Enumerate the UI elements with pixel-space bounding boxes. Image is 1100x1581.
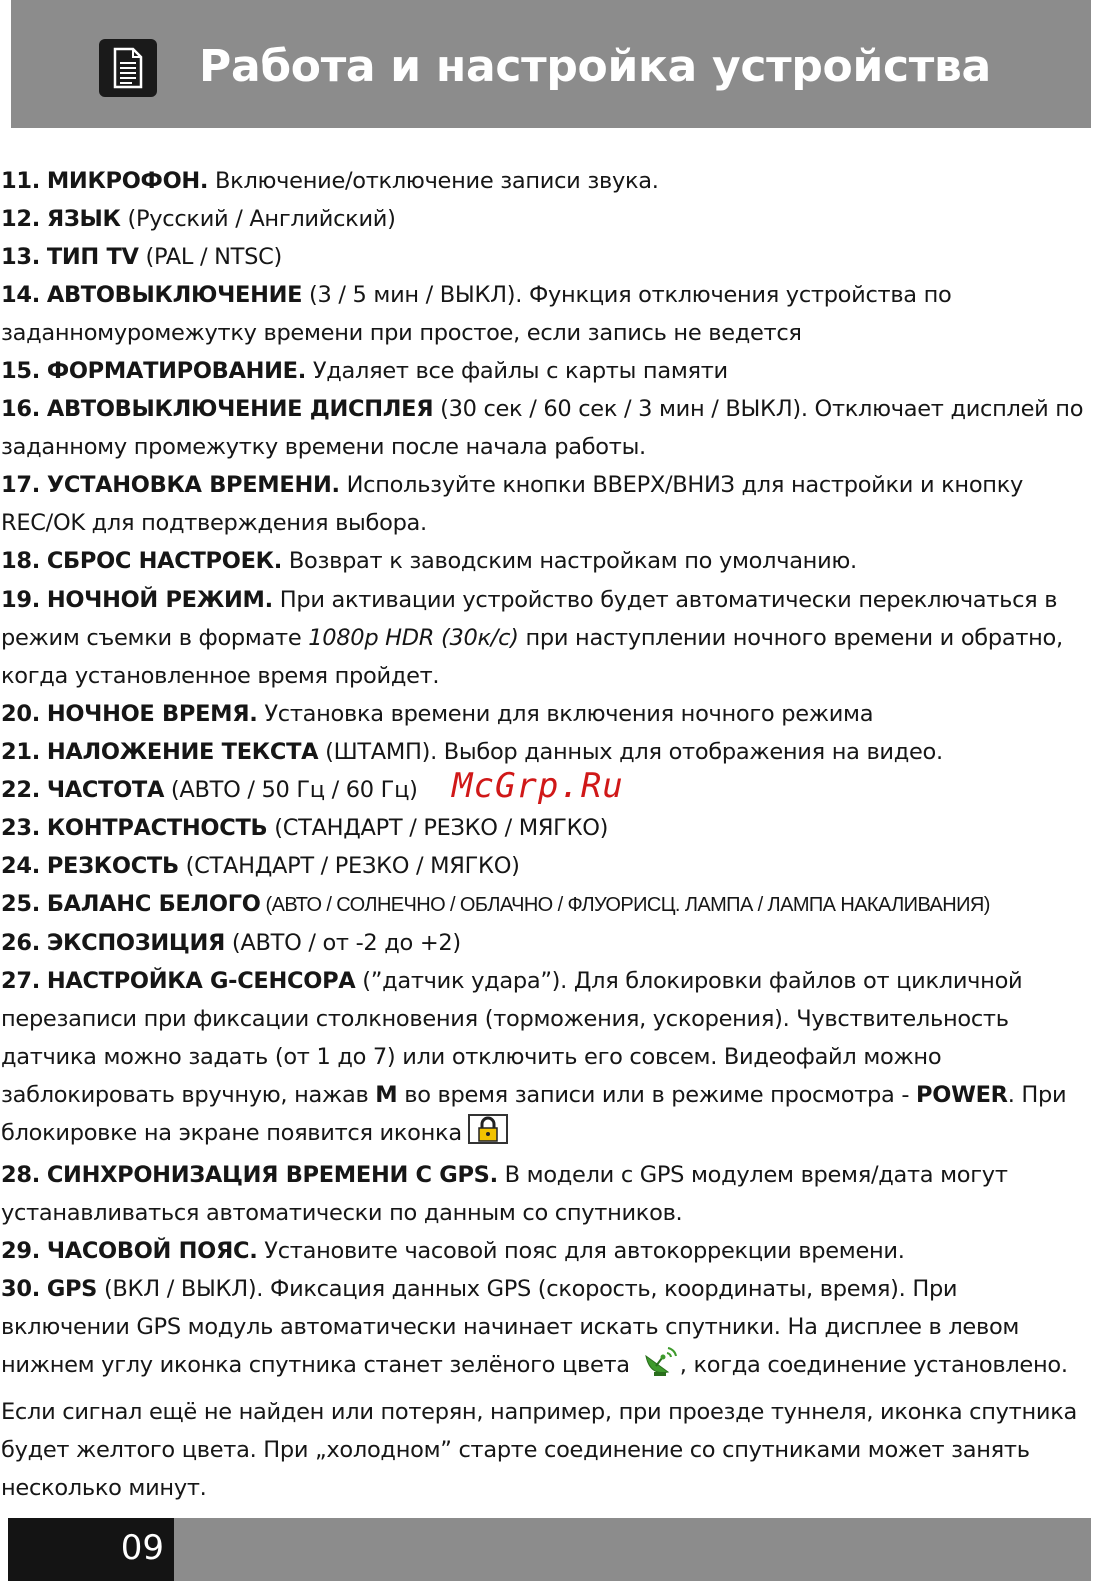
header-bar [11, 0, 1091, 128]
item-text: (30 сек / 60 сек / 3 мин / ВЫКЛ). Отключает дисплей по заданному промежутку времени после начала работы. [1, 396, 1084, 461]
item-term: ЯЗЫК [46, 206, 121, 233]
item-text: Удаляет все файлы с карты памяти [306, 358, 728, 385]
item-number: 26. [1, 929, 40, 956]
item-text: . При блокировке на экране появится иконка [1, 1082, 1067, 1147]
document-icon [99, 39, 157, 97]
item-term: ТИП TV [46, 244, 139, 271]
item-number: 19. [1, 586, 40, 613]
item-term: НОЧНОЙ РЕЖИМ. [46, 586, 273, 613]
item-text: (СТАНДАРТ / РЕЗКО / МЯГКО) [267, 814, 609, 841]
item-text: При активации устройство будет автоматически переключаться в режим съемки в формате [1, 586, 1058, 651]
list-item [1, 238, 1091, 276]
item-number: 17. [1, 472, 40, 499]
item-number: 16. [1, 396, 40, 423]
page-number-box [8, 1518, 174, 1581]
item-number: 30. [1, 1276, 40, 1303]
item-term: РЕЗКОСТЬ [46, 852, 179, 879]
item-number: 15. [1, 358, 40, 385]
list-item [1, 962, 1091, 1156]
list-item [1, 695, 1091, 733]
list-item [1, 1156, 1091, 1232]
item-term: БАЛАНС БЕЛОГО [46, 890, 261, 917]
item-text: (СТАНДАРТ / РЕЗКО / МЯГКО) [178, 852, 520, 879]
item-text: , когда соединение установлено. Если сигнал ещё не найден или потерян, например, при проезде туннеля, иконка спутника будет желтого цвета. При „холодном” старте соединение со спутниками может занять несколько минут. [1, 1352, 1077, 1501]
item-number: 21. [1, 738, 40, 765]
item-term: НАСТРОЙКА G-СЕНСОРА [46, 967, 356, 994]
item-term: МИКРОФОН. [46, 168, 209, 194]
item-number: 12. [1, 206, 40, 233]
item-term: КОНТРАСТНОСТЬ [46, 814, 268, 841]
item-term: ЧАСТОТА [46, 776, 165, 803]
item-text: (ШТАМП). Выбор данных для отображения на видео. [318, 738, 943, 765]
item-text: (PAL / NTSC) [138, 244, 282, 271]
list-item [1, 162, 1091, 200]
item-text: Установка времени для включения ночного режима [257, 700, 874, 727]
item-term: НОЧНОЕ ВРЕМЯ. [46, 700, 258, 727]
item-text: (”датчик удара”). Для блокировки файлов от цикличной перезаписи при фиксации столкновения (торможения, ускорения). Чувствительность датчика можно задать (от 1 до 7) или отключить его совсем. Видеофайл можно заблокировать вручную, нажав [1, 967, 1023, 1109]
item-number: 13. [1, 244, 40, 271]
item-number: 20. [1, 700, 40, 727]
list-item [1, 581, 1091, 695]
item-text: (АВТО / СОЛНЕЧНО / ОБЛАЧНО / ФЛУОРИСЦ. ЛАМПА / ЛАМПА НАКАЛИВАНИЯ) [260, 893, 990, 916]
item-term: УСТАНОВКА ВРЕМЕНИ. [46, 472, 340, 499]
item-text: во время записи или в режиме просмотра - [397, 1082, 917, 1109]
item-term: СБРОС НАСТРОЕК. [46, 548, 282, 575]
item-text: (АВТО / 50 Гц / 60 Гц) [164, 776, 418, 803]
watermark: McGrp.Ru [452, 766, 624, 806]
list-item [1, 809, 1091, 847]
page-title: Работа и настройка устройства [199, 41, 991, 92]
list-item [1, 847, 1091, 885]
item-text: Используйте кнопки ВВЕРХ/ВНИЗ для настройки и кнопку REC/OK для подтверждения выбора. [1, 472, 1024, 537]
list-item [1, 466, 1091, 542]
item-term: ЭКСПОЗИЦИЯ [46, 929, 226, 956]
item-term: АВТОВЫКЛЮЧЕНИЕ [46, 282, 303, 309]
list-item [1, 542, 1091, 580]
list-item [1, 390, 1091, 466]
list-item [1, 352, 1091, 390]
list-item [1, 276, 1091, 352]
button-name: M [375, 1082, 398, 1109]
item-term: GPS [46, 1276, 98, 1303]
item-term: ЧАСОВОЙ ПОЯС. [46, 1238, 258, 1265]
list-item [1, 1270, 1091, 1506]
list-item [1, 924, 1091, 962]
settings-list [1, 162, 1091, 1507]
item-text: (Русский / Английский) [120, 206, 396, 233]
item-number: 23. [1, 814, 40, 841]
item-text: (3 / 5 мин / ВЫКЛ). Функция отключения устройства по заданномуромежутку времени при простое, если запись не ведется [1, 282, 952, 347]
item-term: АВТОВЫКЛЮЧЕНИЕ ДИСПЛЕЯ [46, 396, 434, 423]
button-name: POWER [916, 1082, 1008, 1109]
item-text: В модели с GPS модулем время/дата могут устанавливаться автоматически по данным со спутников. [1, 1162, 1008, 1227]
item-number: 24. [1, 852, 40, 879]
item-term: ФОРМАТИРОВАНИЕ. [46, 358, 307, 385]
video-format: 1080p HDR (30к/с) [308, 624, 519, 651]
item-number: 25. [1, 890, 40, 917]
item-text: (АВТО / от -2 до +2) [225, 929, 461, 956]
item-term: СИНХРОНИЗАЦИЯ ВРЕМЕНИ С GPS. [46, 1162, 498, 1189]
list-item [1, 1232, 1091, 1270]
item-text: при наступлении ночного времени и обратно, когда установленное время пройдет. [1, 624, 1063, 689]
lock-icon [468, 1114, 508, 1156]
item-text: (ВКЛ / ВЫКЛ). Фиксация данных GPS (скорость, координаты, время). При включении GPS модуль автоматически начинает искать спутники. На дисплее в левом нижнем углу иконка спутника станет зелёного цвета [1, 1276, 1020, 1379]
list-item [1, 885, 1091, 924]
item-term: НАЛОЖЕНИЕ ТЕКСТА [46, 738, 319, 765]
footer-bar [8, 1518, 1091, 1581]
item-number: 14. [1, 282, 40, 309]
item-number: 11. [1, 168, 40, 194]
list-item [1, 200, 1091, 238]
item-number: 22. [1, 776, 40, 803]
item-number: 29. [1, 1238, 40, 1265]
item-text: Включение/отключение записи звука. [208, 168, 659, 194]
item-number: 28. [1, 1162, 40, 1189]
item-text: Установите часовой пояс для автокоррекции времени. [257, 1238, 905, 1265]
satellite-dish-icon [640, 1346, 678, 1392]
item-text: Возврат к заводским настройкам по умолчанию. [281, 548, 857, 575]
page-number: 09 [120, 1528, 164, 1568]
item-number: 27. [1, 967, 40, 994]
item-number: 18. [1, 548, 40, 575]
